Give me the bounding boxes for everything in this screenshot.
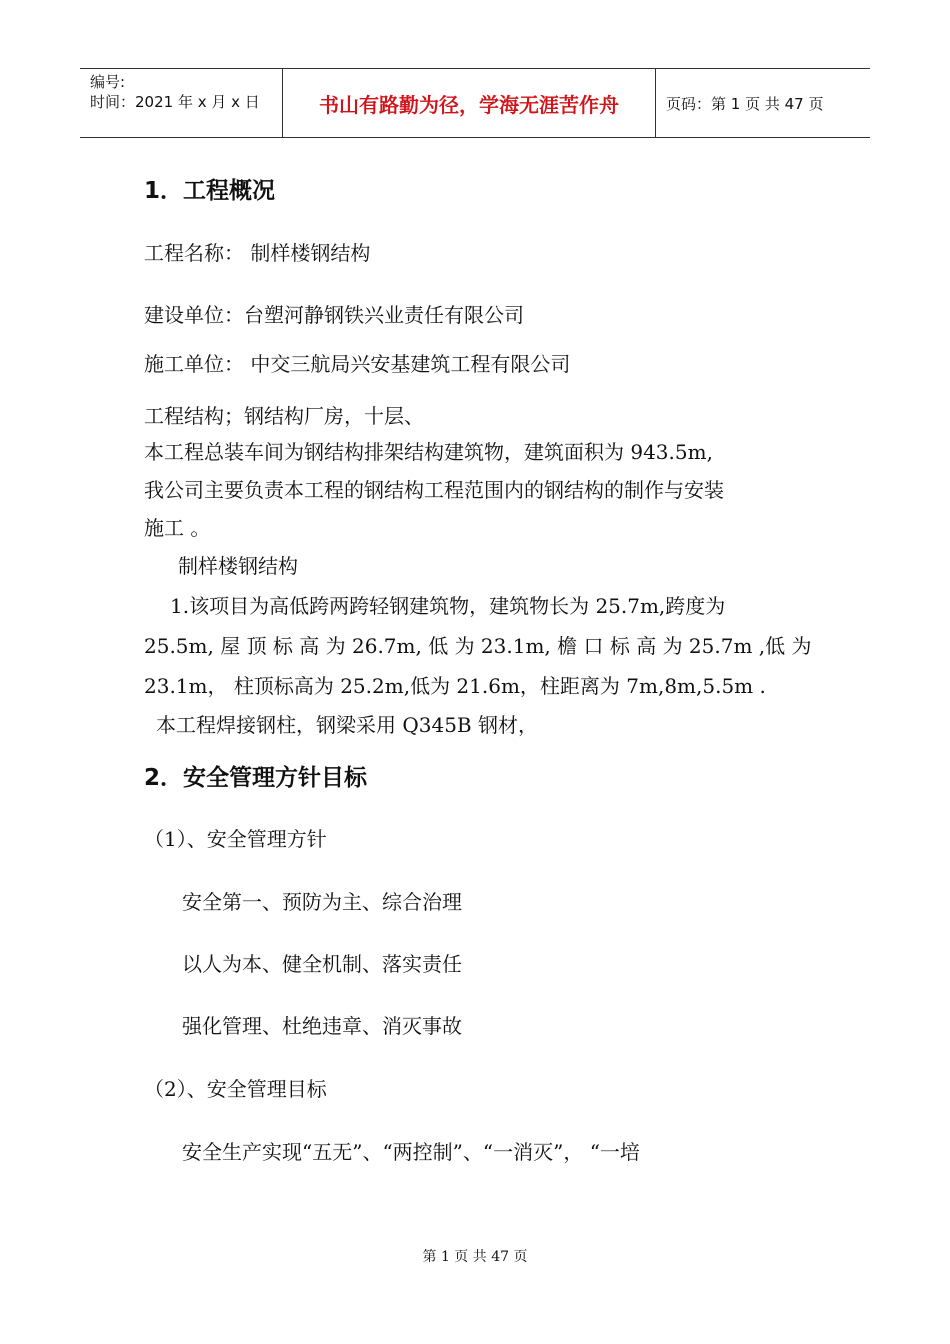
para2-line1: 1.该项目为高低跨两跨轻钢建筑物，建筑物长为 25.7m,跨度为 xyxy=(170,594,726,618)
policy-line3: 强化管理、杜绝违章、消灭事故 xyxy=(182,1014,462,1038)
para1-line3: 施工 。 xyxy=(144,516,211,540)
para3: 本工程焊接钢柱，钢梁采用 Q345B 钢材， xyxy=(156,713,538,737)
section1-heading: 1．工程概况 xyxy=(144,178,276,204)
constructor-unit: 施工单位： 中交三航局兴安基建筑工程有限公司 xyxy=(144,352,571,376)
header-meta-cell xyxy=(80,69,283,137)
page-info: 页码：第 1 页 共 47 页 xyxy=(666,95,824,113)
para2-line2: 25.5m, 屋 顶 标 高 为 26.7m, 低 为 23.1m, 檐 口 标 高 为 25.7m ,低 为 xyxy=(144,634,812,658)
section2-heading: 2．安全管理方针目标 xyxy=(144,765,368,791)
sub-heading-policy: （1）、安全管理方针 xyxy=(144,827,327,851)
number-label: 编号: xyxy=(90,73,126,91)
page-header xyxy=(80,68,870,138)
sub-heading-goal: （2）、安全管理目标 xyxy=(144,1077,327,1101)
para2-line3: 23.1m， 柱顶标高为 25.2m,低为 21.6m，柱距离为 7m,8m,5.5m . xyxy=(144,674,766,698)
motto-text: 书山有路勤为径，学海无涯苦作舟 xyxy=(319,93,619,117)
para1-line1: 本工程总装车间为钢结构排架结构建筑物，建筑面积为 943.5m, xyxy=(144,440,713,464)
builder-unit: 建设单位：台塑河静钢铁兴业责任有限公司 xyxy=(144,303,524,327)
goal-line1: 安全生产实现“五无”、“两控制”、“一消灭”， “一培 xyxy=(182,1140,640,1164)
header-page-cell xyxy=(656,69,870,137)
page-footer: 第 1 页 共 47 页 xyxy=(422,1249,528,1265)
policy-line2: 以人为本、健全机制、落实责任 xyxy=(182,952,462,976)
subtitle: 制样楼钢结构 xyxy=(178,554,298,578)
time-label: 时间：2021 年 x 月 x 日 xyxy=(90,93,260,111)
policy-line1: 安全第一、预防为主、综合治理 xyxy=(182,890,462,914)
project-name: 工程名称： 制样楼钢结构 xyxy=(144,241,371,265)
header-motto-cell xyxy=(283,69,656,137)
para1-line2: 我公司主要负责本工程的钢结构工程范围内的钢结构的制作与安装 xyxy=(144,478,724,502)
project-structure: 工程结构；钢结构厂房，十层、 xyxy=(144,404,424,428)
